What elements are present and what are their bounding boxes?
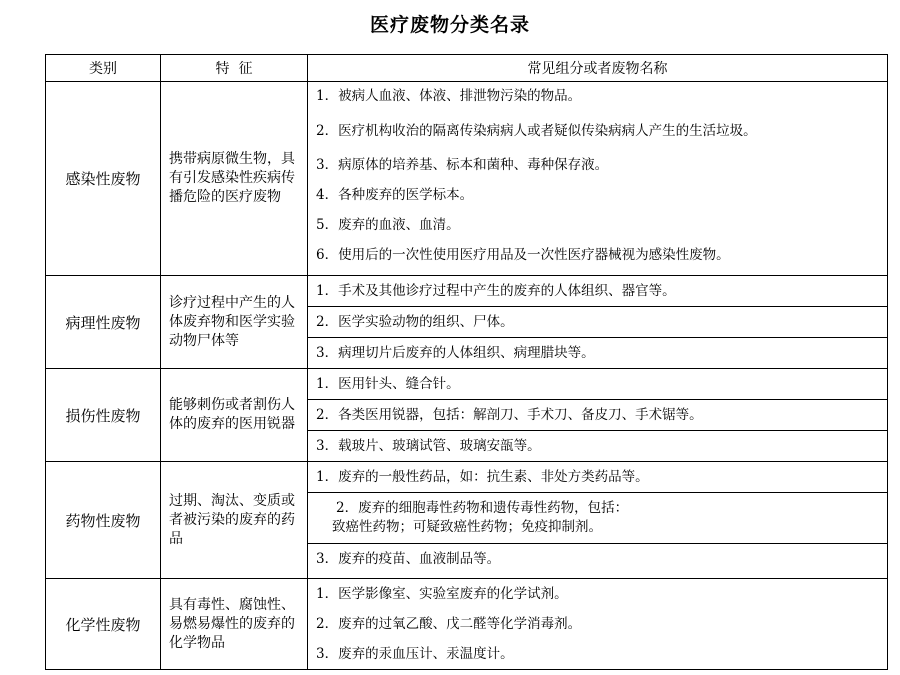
items-cell: [308, 276, 888, 369]
list-item-multiline: [308, 493, 887, 544]
list-item: 3．废弃的汞血压计、汞温度计。: [316, 646, 514, 662]
items-cell: [308, 82, 888, 276]
list-item: 3．病理切片后废弃的人体组织、病理腊块等。: [316, 345, 595, 361]
category-cell: 化学性废物: [46, 579, 161, 670]
page-title: 医疗废物分类名录: [369, 14, 530, 36]
items-cell: [308, 462, 888, 579]
table-row: [46, 579, 888, 670]
list-item: 4．各种废弃的医学标本。: [316, 187, 474, 203]
list-item: 3．载玻片、玻璃试管、玻璃安瓿等。: [316, 438, 541, 454]
category-cell: 药物性废物: [46, 462, 161, 579]
list-item: 2．医疗机构收治的隔离传染病病人或者疑似传染病病人产生的生活垃圾。: [316, 123, 757, 139]
table-row: [46, 82, 888, 276]
feature-cell: 具有毒性、腐蚀性、易燃易爆性的废弃的化学物品: [161, 579, 308, 670]
list-item: 6．使用后的一次性使用医疗用品及一次性医疗器械视为感染性废物。: [316, 247, 730, 263]
items-cell: [308, 579, 888, 670]
list-item-line: 2．废弃的细胞毒性药物和遗传毒性药物，包括：: [336, 500, 629, 516]
list-item: 1．医用针头、缝合针。: [308, 369, 887, 400]
list-item: 2．医学实验动物的组织、尸体。: [308, 307, 887, 338]
category-cell: 病理性废物: [46, 276, 161, 369]
table-header-row: [46, 55, 888, 82]
table-row: [46, 462, 888, 579]
feature-cell: 诊疗过程中产生的人体废弃物和医学实验动物尸体等: [161, 276, 308, 369]
list-item-line: 致癌性药物；可疑致癌性药物；免疫抑制剂。: [332, 519, 602, 535]
list-item: 5．废弃的血液、血清。: [316, 217, 460, 233]
items-cell: [308, 369, 888, 462]
category-cell: 感染性废物: [46, 82, 161, 276]
header-category: 类别: [46, 55, 161, 82]
header-items: 常见组分或者废物名称: [308, 55, 888, 82]
list-item: 1．医学影像室、实验室废弃的化学试剂。: [316, 586, 568, 602]
feature-cell: 过期、淘汰、变质或者被污染的废弃的药品: [161, 462, 308, 579]
waste-classification-table: [45, 54, 888, 670]
list-item: 2．各类医用锐器，包括：解剖刀、手术刀、备皮刀、手术锯等。: [308, 400, 887, 431]
category-cell: 损伤性废物: [46, 369, 161, 462]
list-item: 3．废弃的疫苗、血液制品等。: [316, 551, 501, 567]
table-row: [46, 369, 888, 462]
feature-cell: 携带病原微生物，具有引发感染性疾病传播危险的医疗废物: [161, 82, 308, 276]
list-item: 1．废弃的一般性药品，如：抗生素、非处方类药品等。: [308, 462, 887, 493]
list-item: 3．病原体的培养基、标本和菌种、毒种保存液。: [316, 157, 609, 173]
list-item: 1．被病人血液、体液、排泄物污染的物品。: [316, 88, 582, 104]
list-item: 1．手术及其他诊疗过程中产生的废弃的人体组织、器官等。: [308, 276, 887, 307]
list-item: 2．废弃的过氧乙酸、戊二醛等化学消毒剂。: [316, 616, 582, 632]
feature-cell: 能够刺伤或者割伤人体的废弃的医用锐器: [161, 369, 308, 462]
header-feature: 特 征: [161, 55, 308, 82]
table-row: [46, 276, 888, 369]
